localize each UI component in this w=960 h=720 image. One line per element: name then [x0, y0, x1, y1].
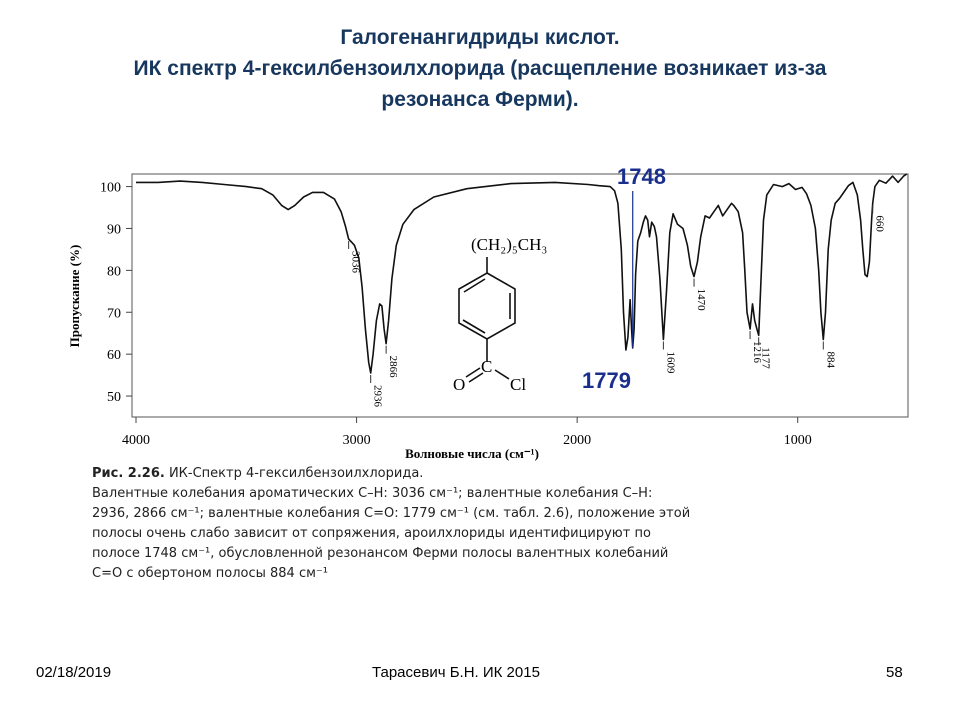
band-label: 1177 — [759, 347, 772, 369]
caption-fig-label: Рис. 2.26. — [92, 466, 165, 481]
spectrum-series — [136, 174, 907, 373]
band-label: 884 — [824, 351, 837, 368]
y-tick-label: 80 — [107, 264, 121, 280]
annotation-1748-label: 1748 — [617, 164, 666, 189]
band-label: 1609 — [664, 351, 677, 374]
band-label: 660 — [873, 215, 886, 232]
y-tick-label: 50 — [107, 390, 121, 406]
annotation-1779-label: 1779 — [582, 368, 631, 393]
x-tick-label: 1000 — [783, 433, 812, 448]
band-label: 1216 — [751, 341, 764, 364]
x-axis-label: Волновые числа (см⁻¹) — [405, 446, 539, 461]
carbonyl-carbon-label: C — [481, 357, 493, 376]
y-axis-label: Пропускание (%) — [67, 244, 82, 348]
carbonyl-oxygen-label: O — [453, 375, 466, 394]
title-line-1: Галогенангидриды кислот. — [340, 26, 620, 49]
caption-title — [92, 464, 832, 484]
band-label: 3036 — [349, 250, 362, 273]
footer-page-number: 58 — [886, 664, 903, 681]
caption-line-1: Валентные колебания ароматических С–Н: 3036 см⁻¹; валентные колебания С–Н: — [92, 486, 653, 501]
band-label: 2936 — [371, 385, 384, 408]
footer-date: 02/18/2019 — [36, 664, 112, 681]
caption-line-4: полосе 1748 см⁻¹, обусловленной резонансом Ферми полосы валентных колебаний — [92, 546, 669, 561]
caption-line-5: С=О с обертоном полосы 884 см⁻¹ — [92, 566, 328, 581]
x-tick-label: 4000 — [122, 433, 150, 448]
chart-axes — [100, 181, 812, 448]
x-tick-label: 3000 — [342, 433, 371, 448]
chlorine-label: Cl — [510, 375, 527, 394]
figure-caption — [92, 464, 832, 584]
caption-fig-title: ИК-Спектр 4-гексилбензоилхлорида. — [164, 466, 424, 481]
y-tick-label: 100 — [100, 180, 121, 196]
y-tick-label: 90 — [107, 222, 121, 238]
title-line-3: резонанса Ферми). — [381, 88, 579, 111]
benzene-ring — [459, 273, 515, 339]
x-tick-label: 2000 — [563, 433, 592, 448]
title-line-2: ИК спектр 4-гексилбензоилхлорида (расщепление возникает из-за — [133, 57, 827, 80]
y-tick-label: 70 — [107, 306, 121, 322]
caption-line-2: 2936, 2866 см⁻¹; валентные колебания С=О: 1779 см⁻¹ (см. табл. 2.6), положение этой — [92, 506, 691, 521]
spectrum-line — [136, 174, 907, 373]
band-label: 2866 — [387, 355, 400, 378]
substituent-label: (CH₂)₅CH₃ — [471, 235, 548, 254]
caption-line-3: полосы очень слабо зависит от сопряжения, ароилхлориды идентифицируют по — [92, 526, 651, 541]
footer-author: Тарасевич Б.Н. ИК 2015 — [372, 664, 540, 681]
bond-ccl — [495, 370, 509, 379]
band-label: 1470 — [695, 288, 708, 311]
y-tick-label: 60 — [107, 348, 121, 364]
